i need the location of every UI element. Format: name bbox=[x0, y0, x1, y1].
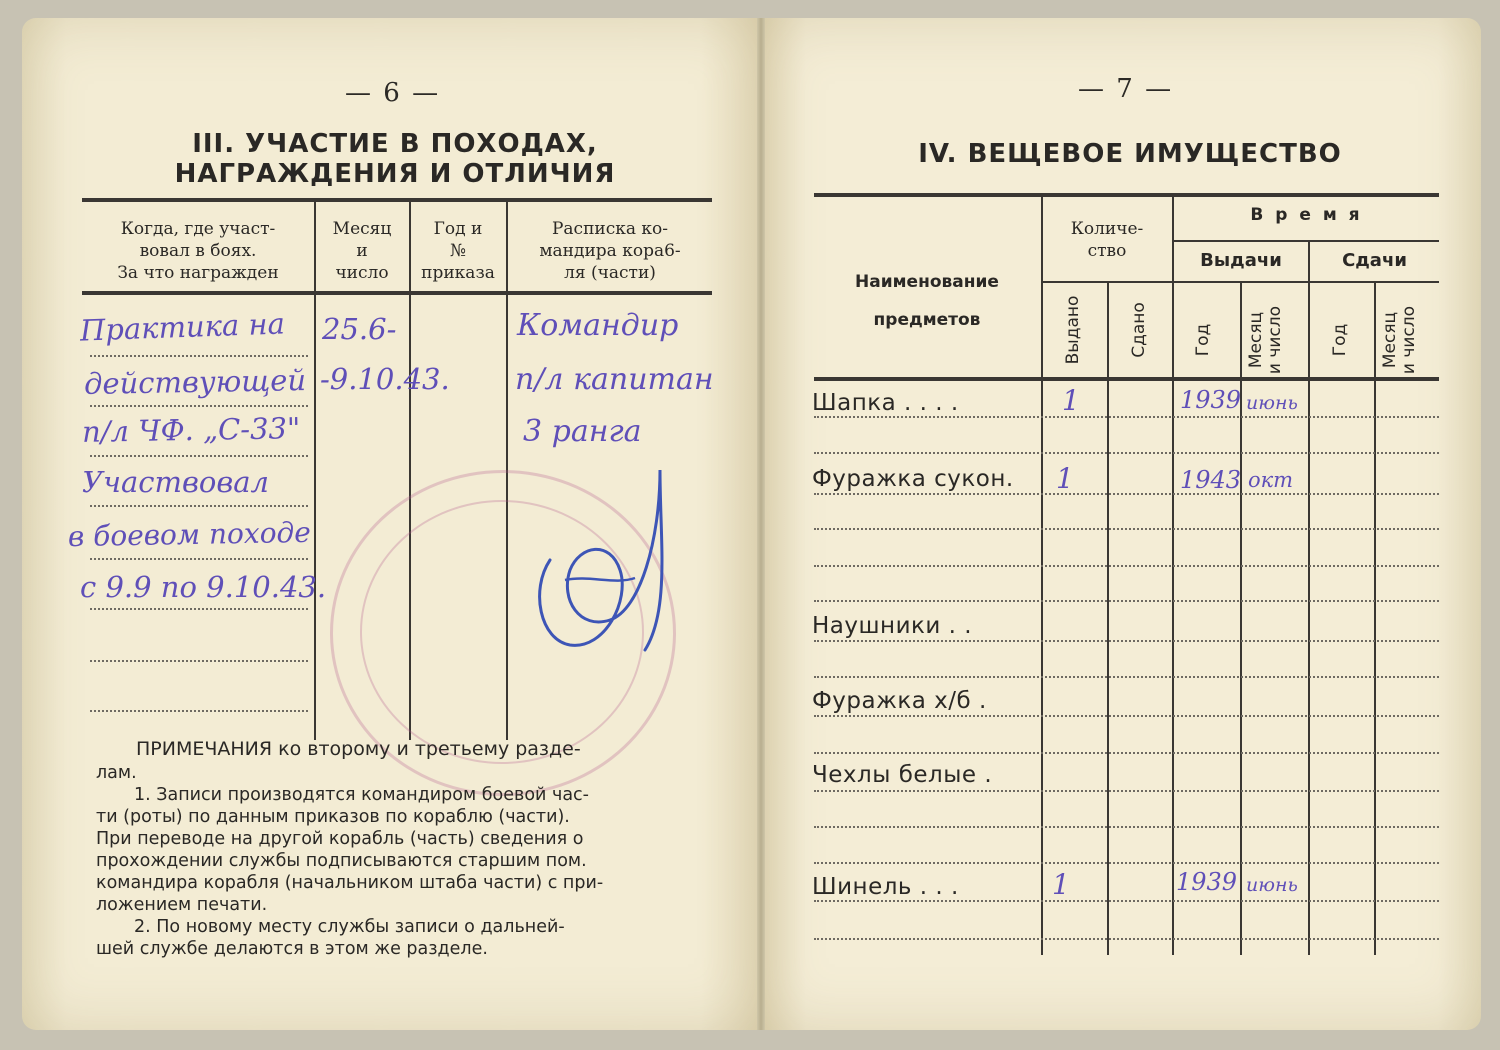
header-issue: Выдачи bbox=[1200, 250, 1282, 271]
header-issue-year: Год bbox=[1193, 323, 1213, 357]
left-page-number: — 6 — bbox=[345, 78, 441, 108]
header-year-line: Год и bbox=[433, 219, 483, 239]
header-year-line: приказа bbox=[421, 263, 495, 283]
header-issue-month bbox=[1247, 295, 1287, 385]
header-quantity-line: Количе- bbox=[1070, 219, 1144, 239]
notes-line: ти (роты) по данным приказов по кораблю (части). bbox=[96, 807, 570, 827]
inv-ruling-line bbox=[814, 528, 1439, 530]
handwritten-practice: в боевом походе bbox=[67, 515, 312, 554]
handwritten-practice: Участвовал bbox=[82, 465, 269, 499]
ruling-line bbox=[90, 505, 308, 507]
header-when bbox=[84, 218, 312, 284]
handwritten-practice: п/л ЧФ. „С-33" bbox=[81, 411, 301, 449]
notes-line: При переводе на другой корабль (часть) сведения о bbox=[96, 829, 584, 849]
ruling-line bbox=[90, 405, 308, 407]
header-time: В р е м я bbox=[1250, 205, 1363, 225]
inv-ruling-line bbox=[814, 826, 1439, 828]
cloth-cap-month: окт bbox=[1248, 468, 1294, 492]
handwritten-date: -9.10.43. bbox=[320, 362, 450, 396]
notes-item-2 bbox=[96, 916, 721, 960]
hat-year: 1939 bbox=[1180, 386, 1242, 414]
notes-line: командира корабля (начальником штаба части) с при- bbox=[96, 873, 604, 893]
header-return-year: Год bbox=[1330, 323, 1350, 357]
cloth-cap-issued: 1 bbox=[1056, 462, 1074, 495]
header-month-line: и число bbox=[1399, 305, 1419, 375]
inv-ruling-line bbox=[814, 565, 1439, 567]
ruling-line bbox=[90, 608, 308, 610]
ruling-line bbox=[90, 558, 308, 560]
inv-col-divider-3 bbox=[1107, 283, 1109, 955]
overcoat-year: 1939 bbox=[1176, 868, 1238, 896]
table-top-rule bbox=[82, 198, 712, 202]
inv-col-divider-6 bbox=[1374, 283, 1376, 955]
header-signature-line: ля (части) bbox=[564, 263, 656, 283]
header-quantity-line: ство bbox=[1087, 241, 1127, 261]
inv-ruling-line bbox=[814, 452, 1439, 454]
header-month-line: Месяц bbox=[332, 219, 392, 239]
ruling-line bbox=[90, 660, 308, 662]
inv-col-divider-1 bbox=[1041, 195, 1043, 955]
inv-ruling-line bbox=[814, 600, 1439, 602]
inv-ruling-line bbox=[814, 416, 1439, 418]
inv-ruling-line bbox=[814, 938, 1439, 940]
header-year-line: № bbox=[449, 241, 467, 261]
inv-ruling-line bbox=[814, 752, 1439, 754]
header-when-line: За что награжден bbox=[117, 263, 279, 283]
section-title-line1: III. УЧАСТИЕ В ПОХОДАХ, bbox=[192, 129, 598, 159]
commander-signature bbox=[510, 450, 710, 670]
ruling-line bbox=[90, 355, 308, 357]
header-when-line: Когда, где участ- bbox=[120, 219, 276, 239]
handwritten-date: 25.6- bbox=[322, 312, 397, 346]
notes-line: 1. Записи производятся командиром боевой час- bbox=[134, 785, 589, 805]
header-item-name bbox=[816, 263, 1038, 339]
handwritten-practice: с 9.9 по 9.10.43. bbox=[80, 570, 327, 604]
inventory-top-rule bbox=[814, 193, 1439, 197]
item-white-covers: Чехлы белые . bbox=[812, 762, 993, 788]
header-month bbox=[316, 218, 408, 284]
cloth-cap-year: 1943 bbox=[1180, 466, 1242, 494]
inv-col-divider-2 bbox=[1172, 195, 1174, 955]
inv-ruling-line bbox=[814, 862, 1439, 864]
inv-col-divider-4 bbox=[1240, 283, 1242, 955]
inv-ruling-line bbox=[814, 493, 1439, 495]
inv-ruling-line bbox=[814, 676, 1439, 678]
inv-ruling-line bbox=[814, 900, 1439, 902]
section-title-line2: НАГРАЖДЕНИЯ И ОТЛИЧИЯ bbox=[174, 159, 616, 189]
item-cloth-cap: Фуражка сукон. bbox=[812, 466, 1014, 492]
hat-month: июнь bbox=[1246, 392, 1298, 414]
handwritten-practice: действующей bbox=[83, 363, 307, 401]
overcoat-month: июнь bbox=[1246, 874, 1298, 896]
item-overcoat: Шинель . . . bbox=[812, 874, 959, 900]
inv-ruling-line bbox=[814, 640, 1439, 642]
ruling-line bbox=[90, 455, 308, 457]
header-month-line: число bbox=[335, 263, 389, 283]
table-header-rule bbox=[82, 291, 712, 295]
header-return-month bbox=[1381, 295, 1421, 385]
header-signature-line: мандира кора6- bbox=[539, 241, 681, 261]
inv-col-divider-5 bbox=[1308, 242, 1310, 955]
handwritten-practice: Практика на bbox=[79, 306, 286, 348]
header-month-line: и число bbox=[1265, 305, 1285, 375]
notes-heading-cont: лам. bbox=[96, 763, 137, 783]
inv-sub-rule-2 bbox=[1174, 240, 1439, 242]
hat-issued: 1 bbox=[1062, 384, 1080, 417]
handwritten-commander: п/л капитан bbox=[515, 362, 714, 397]
section-title: IV. ВЕЩЕВОЕ ИМУЩЕСТВО bbox=[918, 139, 1342, 169]
handwritten-commander: 3 ранга bbox=[523, 414, 642, 449]
right-page-number: — 7 — bbox=[1078, 74, 1174, 104]
header-returned: Сдано bbox=[1129, 302, 1149, 358]
notes-heading: ПРИМЕЧАНИЯ ко второму и третьему разде- bbox=[136, 738, 581, 760]
ruling-line bbox=[90, 710, 308, 712]
inv-ruling-line bbox=[814, 715, 1439, 717]
header-item-name-line: предметов bbox=[873, 310, 981, 330]
item-earflaps: Наушники . . bbox=[812, 613, 973, 639]
header-year bbox=[411, 218, 505, 284]
notes-line: прохождении службы подписываются старшим пом. bbox=[96, 851, 587, 871]
handwritten-commander: Командир bbox=[517, 308, 679, 343]
notes-line: 2. По новому месту службы записи о дальней- bbox=[134, 917, 565, 937]
item-cotton-cap: Фуражка х/б . bbox=[812, 688, 987, 714]
notes-line: шей службе делаются в этом же разделе. bbox=[96, 939, 488, 959]
header-month-line: Месяц bbox=[1380, 311, 1400, 369]
inv-sub-rule-3 bbox=[1174, 281, 1439, 283]
header-month-line: и bbox=[356, 241, 368, 261]
item-hat: Шапка . . . . bbox=[812, 390, 959, 416]
header-when-line: вовал в боях. bbox=[139, 241, 257, 261]
header-signature bbox=[508, 218, 712, 284]
notes-item-1 bbox=[96, 784, 721, 916]
header-quantity bbox=[1043, 218, 1171, 262]
notes-line: ложением печати. bbox=[96, 895, 268, 915]
overcoat-issued: 1 bbox=[1052, 868, 1070, 901]
inv-sub-rule-1 bbox=[1043, 281, 1173, 283]
header-item-name-line: Наименование bbox=[855, 272, 999, 292]
booklet-spine bbox=[757, 18, 765, 1030]
inv-ruling-line bbox=[814, 790, 1439, 792]
header-issued: Выдано bbox=[1063, 295, 1083, 365]
header-return: Сдачи bbox=[1342, 250, 1407, 271]
header-signature-line: Расписка ко- bbox=[551, 219, 669, 239]
header-month-line: Месяц bbox=[1246, 311, 1266, 369]
